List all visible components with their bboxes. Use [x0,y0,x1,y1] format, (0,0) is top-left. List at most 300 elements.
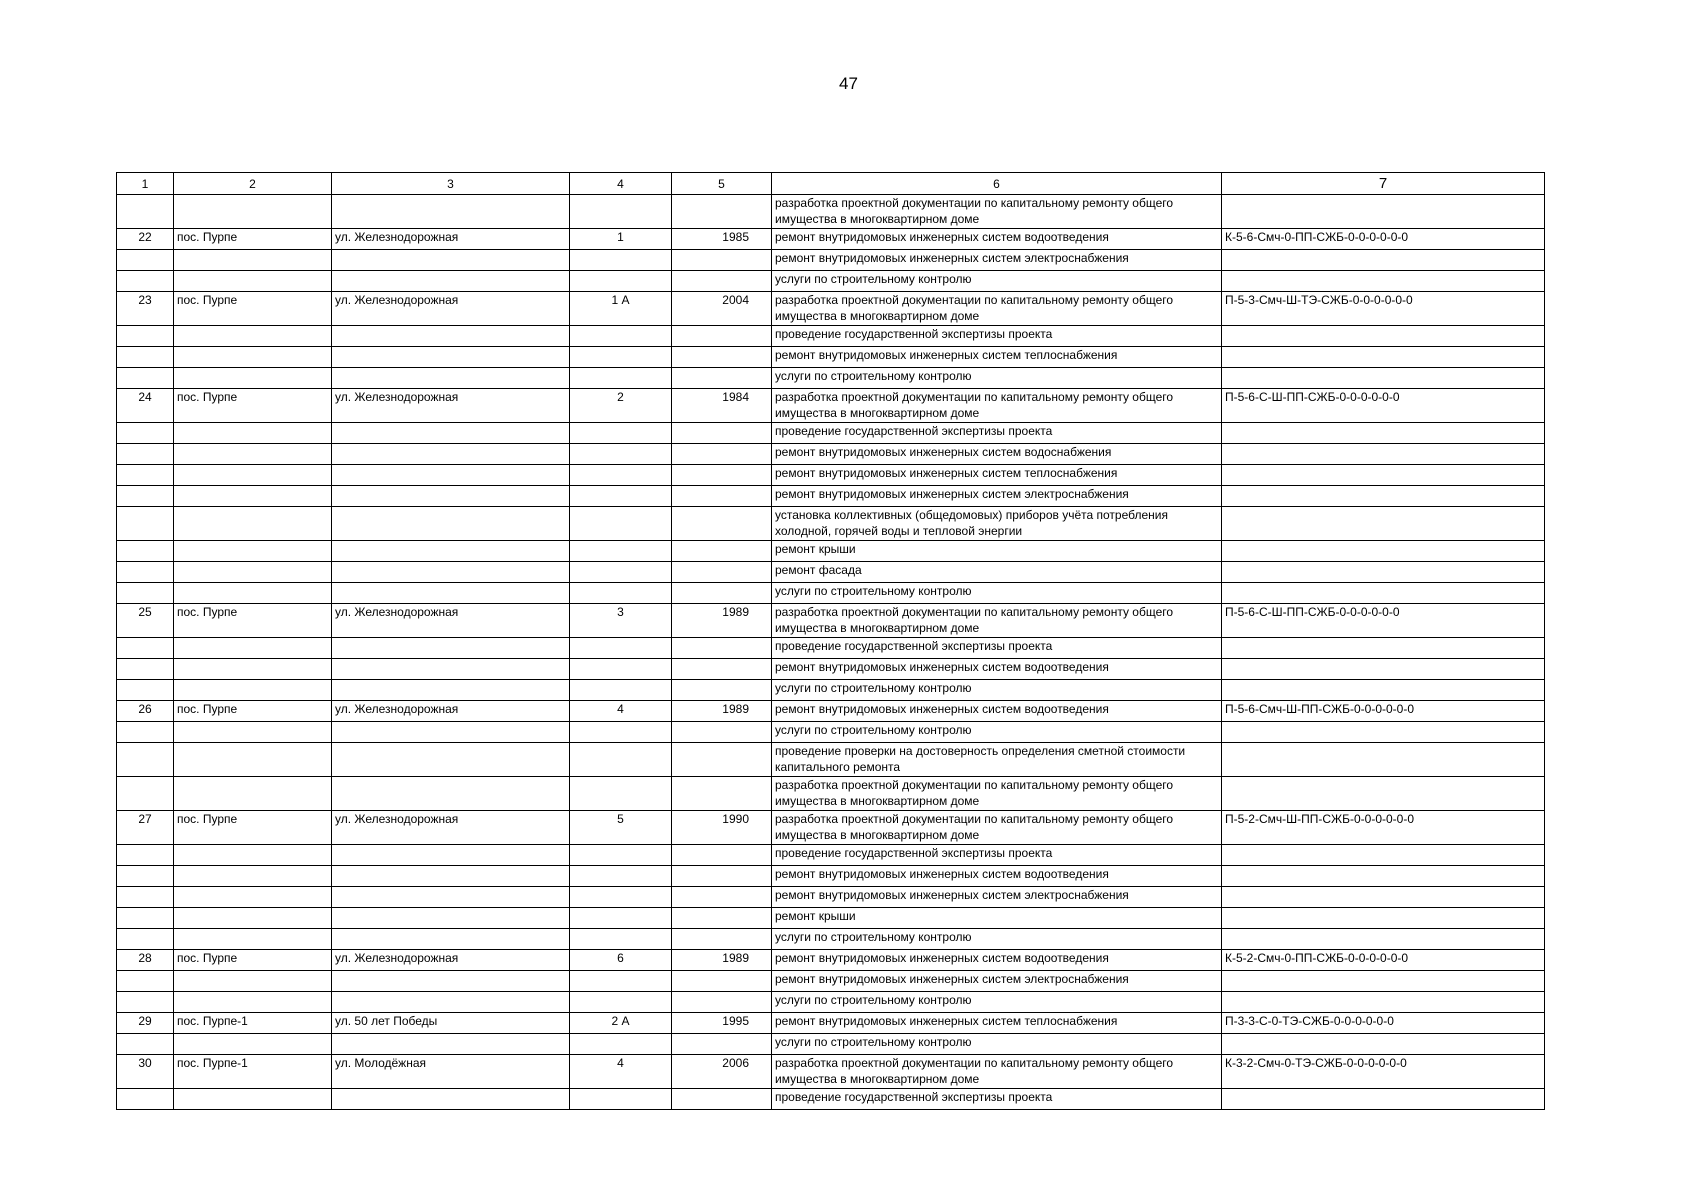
house-code-cell [1222,659,1545,680]
year-cell [672,444,772,465]
street-cell: ул. Железнодорожная [332,292,570,326]
row-number-cell [117,722,174,743]
year-cell: 2006 [672,1055,772,1089]
year-cell [672,1089,772,1110]
house-number-cell [570,326,672,347]
house-code-cell [1222,444,1545,465]
house-code-cell: П-5-2-Смч-Ш-ПП-СЖБ-0-0-0-0-0-0 [1222,811,1545,845]
row-number-cell [117,486,174,507]
house-code-cell [1222,743,1545,777]
house-code-cell: П-5-3-Смч-Ш-ТЭ-СЖБ-0-0-0-0-0-0 [1222,292,1545,326]
table-row [117,389,1545,423]
table-row [117,250,1545,271]
table-row [117,444,1545,465]
street-cell [332,722,570,743]
house-number-cell [570,971,672,992]
settlement-cell [174,866,332,887]
house-code-cell [1222,250,1545,271]
work-type-cell: ремонт внутридомовых инженерных систем теплоснабжения [772,1013,1222,1034]
house-number-cell: 4 [570,701,672,722]
street-cell [332,326,570,347]
settlement-cell [174,195,332,229]
table-row [117,326,1545,347]
street-cell [332,638,570,659]
settlement-cell [174,659,332,680]
row-number-cell: 22 [117,229,174,250]
row-number-cell: 25 [117,604,174,638]
row-number-cell: 29 [117,1013,174,1034]
row-number-cell [117,1034,174,1055]
work-type-cell: проведение проверки на достоверность определения сметной стоимости капитального ремонта [772,743,1222,777]
row-number-cell [117,250,174,271]
house-number-cell [570,583,672,604]
row-number-cell [117,347,174,368]
row-number-cell [117,908,174,929]
street-cell [332,444,570,465]
street-cell [332,423,570,444]
row-number-cell [117,680,174,701]
year-cell [672,777,772,811]
house-number-cell [570,908,672,929]
settlement-cell [174,1089,332,1110]
table-row [117,1034,1545,1055]
row-number-cell [117,368,174,389]
table-body [117,195,1545,1110]
work-type-cell: ремонт внутридомовых инженерных систем электроснабжения [772,887,1222,908]
work-type-cell: проведение государственной экспертизы проекта [772,845,1222,866]
house-code-cell [1222,722,1545,743]
house-code-cell [1222,195,1545,229]
year-cell [672,845,772,866]
row-number-cell: 24 [117,389,174,423]
settlement-cell [174,743,332,777]
house-number-cell [570,444,672,465]
house-code-cell [1222,777,1545,811]
column-header: 6 [772,173,1222,195]
house-code-cell [1222,845,1545,866]
table-row [117,971,1545,992]
house-number-cell [570,250,672,271]
settlement-cell: пос. Пурпе [174,950,332,971]
year-cell [672,638,772,659]
settlement-cell [174,908,332,929]
house-code-cell [1222,347,1545,368]
house-number-cell [570,638,672,659]
street-cell [332,680,570,701]
house-code-cell [1222,562,1545,583]
street-cell [332,1034,570,1055]
work-type-cell: ремонт внутридомовых инженерных систем водоотведения [772,866,1222,887]
street-cell [332,971,570,992]
settlement-cell [174,722,332,743]
year-cell: 1990 [672,811,772,845]
work-type-cell: разработка проектной документации по капитальному ремонту общего имущества в многоквартирном доме [772,292,1222,326]
work-type-cell: услуги по строительному контролю [772,1034,1222,1055]
column-header: 1 [117,173,174,195]
row-number-cell [117,507,174,541]
settlement-cell [174,929,332,950]
work-type-cell: услуги по строительному контролю [772,680,1222,701]
work-type-cell: ремонт внутридомовых инженерных систем водоотведения [772,659,1222,680]
work-type-cell: ремонт внутридомовых инженерных систем водоотведения [772,229,1222,250]
street-cell [332,486,570,507]
column-header: 2 [174,173,332,195]
settlement-cell [174,1034,332,1055]
house-number-cell [570,1034,672,1055]
work-type-cell: разработка проектной документации по капитальному ремонту общего имущества в многоквартирном доме [772,811,1222,845]
house-number-cell [570,887,672,908]
street-cell [332,465,570,486]
year-cell [672,486,772,507]
house-number-cell: 2 А [570,1013,672,1034]
house-number-cell: 1 [570,229,672,250]
street-cell [332,195,570,229]
settlement-cell [174,326,332,347]
house-code-cell [1222,271,1545,292]
settlement-cell [174,971,332,992]
table-header-row [117,173,1545,195]
house-code-cell [1222,1034,1545,1055]
street-cell [332,541,570,562]
house-code-cell: К-3-2-Смч-0-ТЭ-СЖБ-0-0-0-0-0-0 [1222,1055,1545,1089]
table-row [117,486,1545,507]
work-type-cell: услуги по строительному контролю [772,929,1222,950]
house-number-cell [570,541,672,562]
house-number-cell: 4 [570,1055,672,1089]
row-number-cell [117,423,174,444]
house-code-cell [1222,326,1545,347]
settlement-cell [174,250,332,271]
house-number-cell [570,271,672,292]
work-type-cell: услуги по строительному контролю [772,722,1222,743]
table-row [117,562,1545,583]
year-cell [672,680,772,701]
table-row [117,701,1545,722]
work-type-cell: ремонт внутридомовых инженерных систем электроснабжения [772,486,1222,507]
house-number-cell [570,929,672,950]
row-number-cell: 27 [117,811,174,845]
table-row [117,347,1545,368]
house-code-cell: К-5-6-Смч-0-ПП-СЖБ-0-0-0-0-0-0 [1222,229,1545,250]
table-row [117,845,1545,866]
settlement-cell [174,465,332,486]
year-cell [672,971,772,992]
work-type-cell: разработка проектной документации по капитальному ремонту общего имущества в многоквартирном доме [772,195,1222,229]
row-number-cell [117,971,174,992]
settlement-cell: пос. Пурпе-1 [174,1055,332,1089]
year-cell: 2004 [672,292,772,326]
work-type-cell: проведение государственной экспертизы проекта [772,423,1222,444]
house-number-cell [570,507,672,541]
year-cell [672,583,772,604]
house-number-cell: 1 А [570,292,672,326]
work-type-cell: разработка проектной документации по капитальному ремонту общего имущества в многоквартирном доме [772,389,1222,423]
column-header: 5 [672,173,772,195]
house-code-cell [1222,866,1545,887]
work-type-cell: проведение государственной экспертизы проекта [772,326,1222,347]
year-cell: 1985 [672,229,772,250]
settlement-cell: пос. Пурпе-1 [174,1013,332,1034]
year-cell [672,887,772,908]
row-number-cell: 30 [117,1055,174,1089]
row-number-cell [117,638,174,659]
house-code-cell [1222,680,1545,701]
street-cell: ул. Железнодорожная [332,701,570,722]
year-cell [672,250,772,271]
street-cell [332,1089,570,1110]
table-row [117,604,1545,638]
row-number-cell [117,195,174,229]
house-code-cell: П-5-6-С-Ш-ПП-СЖБ-0-0-0-0-0-0 [1222,604,1545,638]
work-type-cell: проведение государственной экспертизы проекта [772,1089,1222,1110]
year-cell [672,423,772,444]
settlement-cell [174,680,332,701]
settlement-cell: пос. Пурпе [174,229,332,250]
house-number-cell: 3 [570,604,672,638]
house-number-cell: 5 [570,811,672,845]
row-number-cell [117,866,174,887]
table-row [117,908,1545,929]
year-cell [672,659,772,680]
table-row [117,777,1545,811]
table-row [117,1055,1545,1089]
row-number-cell: 28 [117,950,174,971]
year-cell [672,1034,772,1055]
house-number-cell [570,866,672,887]
row-number-cell [117,659,174,680]
house-code-cell [1222,929,1545,950]
table-row [117,423,1545,444]
table-row [117,866,1545,887]
table-row [117,465,1545,486]
year-cell [672,908,772,929]
table-row [117,743,1545,777]
house-number-cell [570,680,672,701]
year-cell [672,271,772,292]
table-row [117,811,1545,845]
street-cell [332,743,570,777]
work-type-cell: ремонт внутридомовых инженерных систем водоснабжения [772,444,1222,465]
house-code-cell [1222,423,1545,444]
house-code-cell [1222,583,1545,604]
table-row [117,229,1545,250]
settlement-cell [174,638,332,659]
row-number-cell [117,444,174,465]
house-code-cell [1222,507,1545,541]
year-cell: 1989 [672,604,772,638]
work-type-cell: ремонт внутридомовых инженерных систем теплоснабжения [772,347,1222,368]
table-row [117,507,1545,541]
house-code-cell [1222,1089,1545,1110]
settlement-cell [174,486,332,507]
settlement-cell: пос. Пурпе [174,701,332,722]
year-cell [672,743,772,777]
street-cell: ул. Железнодорожная [332,950,570,971]
street-cell [332,992,570,1013]
house-number-cell [570,1089,672,1110]
year-cell [672,992,772,1013]
row-number-cell: 23 [117,292,174,326]
settlement-cell: пос. Пурпе [174,389,332,423]
street-cell [332,507,570,541]
row-number-cell [117,541,174,562]
street-cell [332,777,570,811]
row-number-cell [117,583,174,604]
year-cell [672,866,772,887]
street-cell [332,659,570,680]
year-cell [672,465,772,486]
table-row [117,1089,1545,1110]
street-cell [332,368,570,389]
settlement-cell: пос. Пурпе [174,811,332,845]
street-cell [332,908,570,929]
settlement-cell [174,444,332,465]
house-code-cell [1222,486,1545,507]
year-cell [672,929,772,950]
row-number-cell [117,845,174,866]
settlement-cell [174,507,332,541]
table-row [117,638,1545,659]
house-code-cell [1222,971,1545,992]
column-header: 4 [570,173,672,195]
street-cell [332,887,570,908]
street-cell: ул. 50 лет Победы [332,1013,570,1034]
table-row [117,992,1545,1013]
work-type-cell: ремонт внутридомовых инженерных систем электроснабжения [772,250,1222,271]
settlement-cell [174,583,332,604]
work-type-cell: услуги по строительному контролю [772,583,1222,604]
house-code-cell: П-3-3-С-0-ТЭ-СЖБ-0-0-0-0-0-0 [1222,1013,1545,1034]
settlement-cell [174,777,332,811]
work-type-cell: разработка проектной документации по капитальному ремонту общего имущества в многоквартирном доме [772,604,1222,638]
work-type-cell: ремонт фасада [772,562,1222,583]
house-code-cell [1222,368,1545,389]
work-type-cell: установка коллективных (общедомовых) приборов учёта потребления холодной, горячей воды и тепловой энергии [772,507,1222,541]
row-number-cell [117,465,174,486]
house-number-cell [570,777,672,811]
row-number-cell [117,271,174,292]
repair-schedule-table [116,172,1545,1110]
row-number-cell [117,929,174,950]
year-cell [672,562,772,583]
row-number-cell [117,1089,174,1110]
house-number-cell [570,845,672,866]
house-number-cell [570,368,672,389]
house-number-cell [570,465,672,486]
work-type-cell: ремонт крыши [772,908,1222,929]
table-row [117,929,1545,950]
house-number-cell: 6 [570,950,672,971]
row-number-cell [117,562,174,583]
street-cell [332,347,570,368]
work-type-cell: проведение государственной экспертизы проекта [772,638,1222,659]
year-cell: 1995 [672,1013,772,1034]
table-row [117,583,1545,604]
year-cell: 1989 [672,701,772,722]
settlement-cell [174,887,332,908]
column-header: 3 [332,173,570,195]
year-cell [672,326,772,347]
table-row [117,368,1545,389]
table-row [117,541,1545,562]
house-number-cell [570,486,672,507]
work-type-cell: ремонт внутридомовых инженерных систем водоотведения [772,701,1222,722]
street-cell [332,845,570,866]
work-type-cell: ремонт крыши [772,541,1222,562]
house-code-cell [1222,908,1545,929]
house-number-cell [570,743,672,777]
table-row [117,950,1545,971]
row-number-cell [117,887,174,908]
settlement-cell [174,423,332,444]
house-number-cell [570,992,672,1013]
street-cell: ул. Железнодорожная [332,811,570,845]
work-type-cell: услуги по строительному контролю [772,368,1222,389]
year-cell [672,507,772,541]
settlement-cell [174,992,332,1013]
house-number-cell [570,722,672,743]
street-cell [332,866,570,887]
year-cell [672,347,772,368]
settlement-cell [174,562,332,583]
year-cell: 1989 [672,950,772,971]
house-code-cell [1222,992,1545,1013]
work-type-cell: услуги по строительному контролю [772,271,1222,292]
row-number-cell [117,992,174,1013]
settlement-cell [174,541,332,562]
street-cell: ул. Железнодорожная [332,604,570,638]
settlement-cell [174,368,332,389]
work-type-cell: ремонт внутридомовых инженерных систем водоотведения [772,950,1222,971]
house-code-cell [1222,465,1545,486]
row-number-cell [117,777,174,811]
house-code-cell [1222,638,1545,659]
work-type-cell: ремонт внутридомовых инженерных систем теплоснабжения [772,465,1222,486]
street-cell [332,583,570,604]
settlement-cell [174,271,332,292]
street-cell [332,250,570,271]
settlement-cell: пос. Пурпе [174,292,332,326]
page-number: 47 [839,74,858,93]
year-cell: 1984 [672,389,772,423]
house-code-cell: П-5-6-С-Ш-ПП-СЖБ-0-0-0-0-0-0 [1222,389,1545,423]
house-number-cell [570,659,672,680]
house-code-cell: К-5-2-Смч-0-ПП-СЖБ-0-0-0-0-0-0 [1222,950,1545,971]
house-number-cell [570,195,672,229]
year-cell [672,722,772,743]
work-type-cell: разработка проектной документации по капитальному ремонту общего имущества в многоквартирном доме [772,777,1222,811]
settlement-cell: пос. Пурпе [174,604,332,638]
house-code-cell [1222,887,1545,908]
row-number-cell [117,326,174,347]
row-number-cell: 26 [117,701,174,722]
house-code-cell [1222,541,1545,562]
house-number-cell [570,423,672,444]
work-type-cell: услуги по строительному контролю [772,992,1222,1013]
settlement-cell [174,347,332,368]
table-row [117,887,1545,908]
table-row [117,680,1545,701]
table-row [117,292,1545,326]
table-row [117,195,1545,229]
street-cell: ул. Железнодорожная [332,389,570,423]
year-cell [672,195,772,229]
work-type-cell: ремонт внутридомовых инженерных систем электроснабжения [772,971,1222,992]
year-cell [672,368,772,389]
row-number-cell [117,743,174,777]
street-cell [332,271,570,292]
house-code-cell: П-5-6-Смч-Ш-ПП-СЖБ-0-0-0-0-0-0 [1222,701,1545,722]
